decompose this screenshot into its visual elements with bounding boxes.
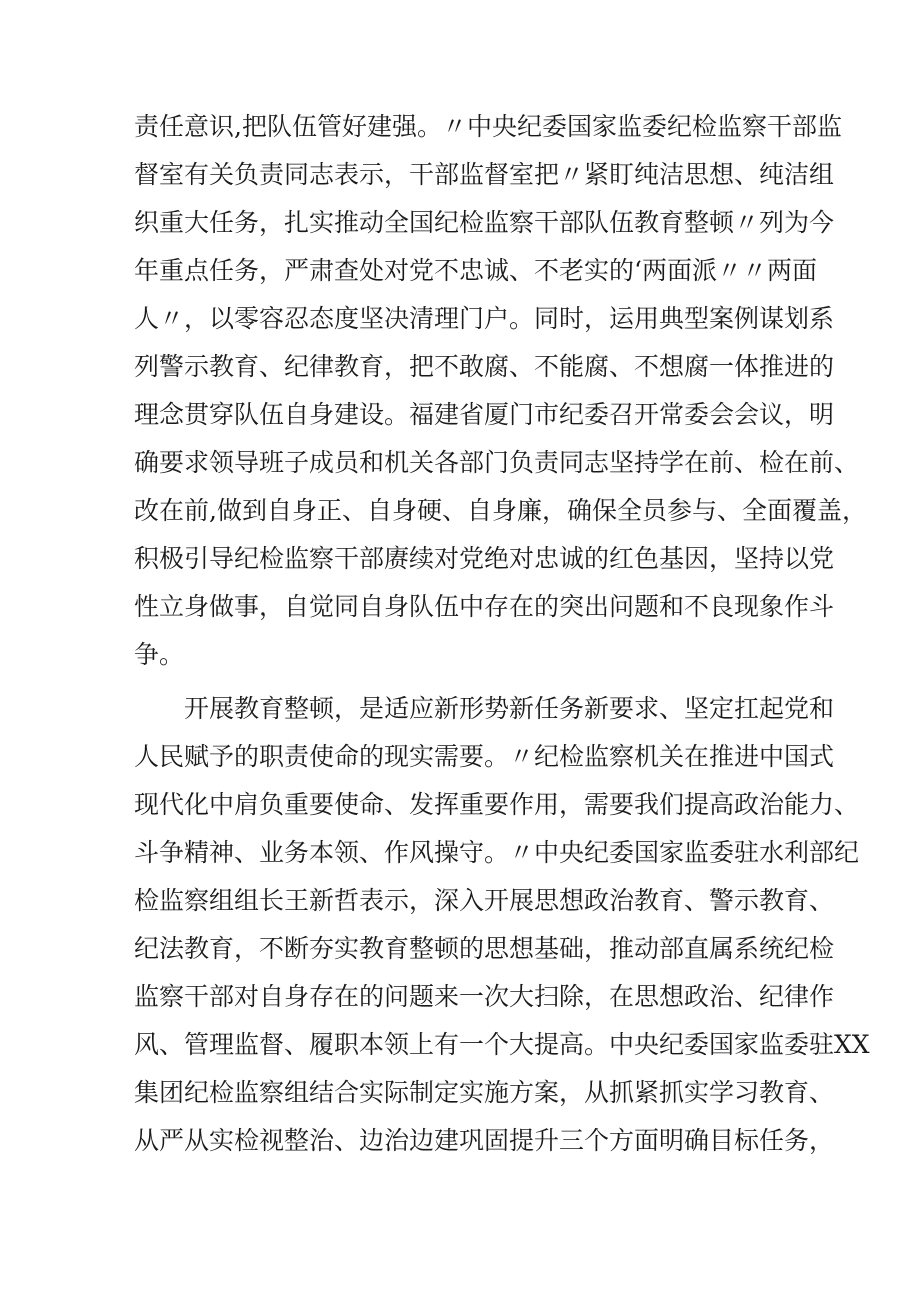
paragraph-1-line-9: 改在前,做到自身正、自身硬、自身廉，确保全员参与、全面覆盖， — [134, 496, 867, 525]
paragraph-2-line-1: 开展教育整顿，是适应新形势新任务新要求、坚定扛起党和 — [184, 694, 835, 723]
paragraph-1-line-8: 确要求领导班子成员和机关各部门负责同志坚持学在前、检在前、 — [134, 448, 860, 477]
paragraph-1-line-4: 年重点任务，严肃查处对党不忠诚、不老实的‘两面派〃〃两面 — [134, 256, 817, 285]
paragraph-1-line-12: 争。 — [134, 640, 185, 669]
paragraph-1-line-1: 责任意识,把队伍管好建强。〃中央纪委国家监委纪检监察干部监 — [134, 112, 842, 141]
paragraph-1-line-5: 人〃，以零容忍态度坚决清理门户。同时，运用典型案例谋划系 — [134, 304, 835, 333]
paragraph-1-line-11: 性立身做事，自觉同自身队伍中存在的突出问题和不良现象作斗 — [134, 592, 835, 621]
paragraph-2-line-4: 斗争精神、业务本领、作风操守。〃中央纪委国家监委驻水利部纪 — [134, 838, 860, 867]
paragraph-2-line-9: 集团纪检监察组结合实际制定实施方案，从抓紧抓实学习教育、 — [134, 1078, 835, 1107]
paragraph-1-line-10: 积极引导纪检监察干部赓续对党绝对忠诚的红色基因，坚持以党 — [134, 544, 835, 573]
paragraph-1-line-3: 织重大任务，扎实推动全国纪检监察干部队伍教育整顿〃列为今 — [134, 208, 835, 237]
paragraph-2-line-5: 检监察组组长王新哲表示，深入开展思想政治教育、警示教育、 — [134, 886, 835, 915]
paragraph-2-line-10: 从严从实检视整治、边治边建巩固提升三个方面明确目标任务， — [134, 1126, 835, 1155]
paragraph-1-line-6: 列警示教育、纪律教育，把不敢腐、不能腐、不想腐一体推进的 — [134, 352, 835, 381]
paragraph-2-line-8: 风、管理监督、履职本领上有一个大提高。中央纪委国家监委驻XX — [134, 1030, 870, 1059]
paragraph-1-line-7: 理念贯穿队伍自身建设。福建省厦门市纪委召开常委会会议，明 — [134, 400, 835, 429]
paragraph-2-line-6: 纪法教育，不断夯实教育整顿的思想基础，推动部直属系统纪检 — [134, 934, 835, 963]
paragraph-2-line-3: 现代化中肩负重要使命、发挥重要作用，需要我们提高政治能力、 — [134, 790, 860, 819]
paragraph-1-line-2: 督室有关负责同志表示，干部监督室把〃紧盯纯洁思想、纯洁组 — [134, 160, 835, 189]
paragraph-2-line-2: 人民赋予的职责使命的现实需要。〃纪检监察机关在推进中国式 — [134, 742, 835, 771]
paragraph-2-line-7: 监察干部对自身存在的问题来一次大扫除，在思想政治、纪律作 — [134, 982, 835, 1011]
